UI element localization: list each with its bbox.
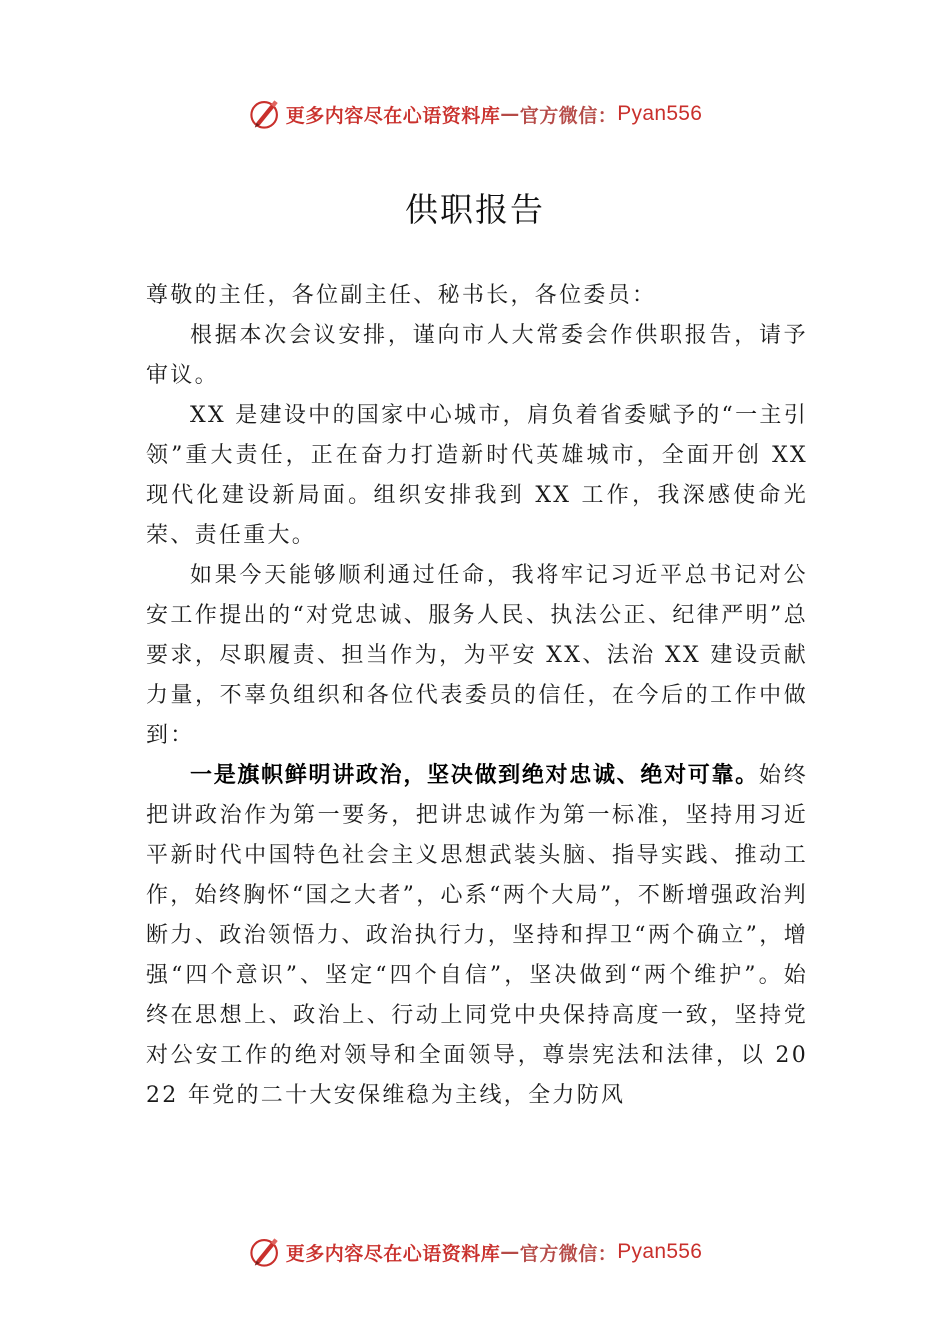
footer-watermark-banner [0,1232,950,1272]
paragraph-4 [146,756,808,1116]
paragraph-4-lead: 一是旗帜鲜明讲政治，坚决做到绝对忠诚、绝对可靠。 [190,763,759,788]
pen-circle-logo-icon [248,1235,282,1269]
document-title: 供职报告 [405,190,545,229]
document-body [146,276,808,1116]
banner-wechat-label: 官方微信： [519,1242,618,1265]
salutation: 尊敬的主任，各位副主任、秘书长，各位委员： [146,283,657,308]
header-watermark-banner [0,94,950,134]
banner-wechat-id: Pyan556 [617,1240,703,1263]
paragraph-1: 根据本次会议安排，谨向市人大常委会作供职报告，请予审议。 [146,323,808,388]
banner-text: 更多内容尽在心语资料库 [285,1242,501,1265]
paragraph-3: 如果今天能够顺利通过任命，我将牢记习近平总书记对公安工作提出的“对党忠诚、服务人民、执法公正、纪律严明”总要求，尽职履责、担当作为，为平安 XX、法治 XX 建设贡献力量，不辜负组织和各位代表委员的信任，在今后的工作中做到： [146,563,808,748]
banner-text: 更多内容尽在心语资料库 [285,104,501,127]
banner-wechat-label: 官方微信： [519,104,618,127]
banner-dash: — [500,103,520,125]
banner-dash: — [500,1241,520,1263]
pen-circle-logo-icon [248,97,282,131]
paragraph-4-body: 始终把讲政治作为第一要务，把讲忠诚作为第一标准，坚持用习近平新时代中国特色社会主义思想武装头脑、指导实践、推动工作，始终胸怀“国之大者”，心系“两个大局”，不断增强政治判断力、政治领悟力、政治执行力，坚持和捍卫“两个确立”，增强“四个意识”、坚定“四个自信”，坚决做到“两个维护”。始终在思想上、政治上、行动上同党中央保持高度一致，坚持党对公安工作的绝对领导和全面领导，尊崇宪法和法律，以 2022 年党的二十大安保维稳为主线，全力防风 [146,763,808,1108]
banner-wechat-id: Pyan556 [617,102,703,125]
paragraph-2: XX 是建设中的国家中心城市，肩负着省委赋予的“一主引领”重大责任，正在奋力打造新时代英雄城市，全面开创 XX 现代化建设新局面。组织安排我到 XX 工作，我深感使命光荣、责任重大。 [146,403,808,548]
